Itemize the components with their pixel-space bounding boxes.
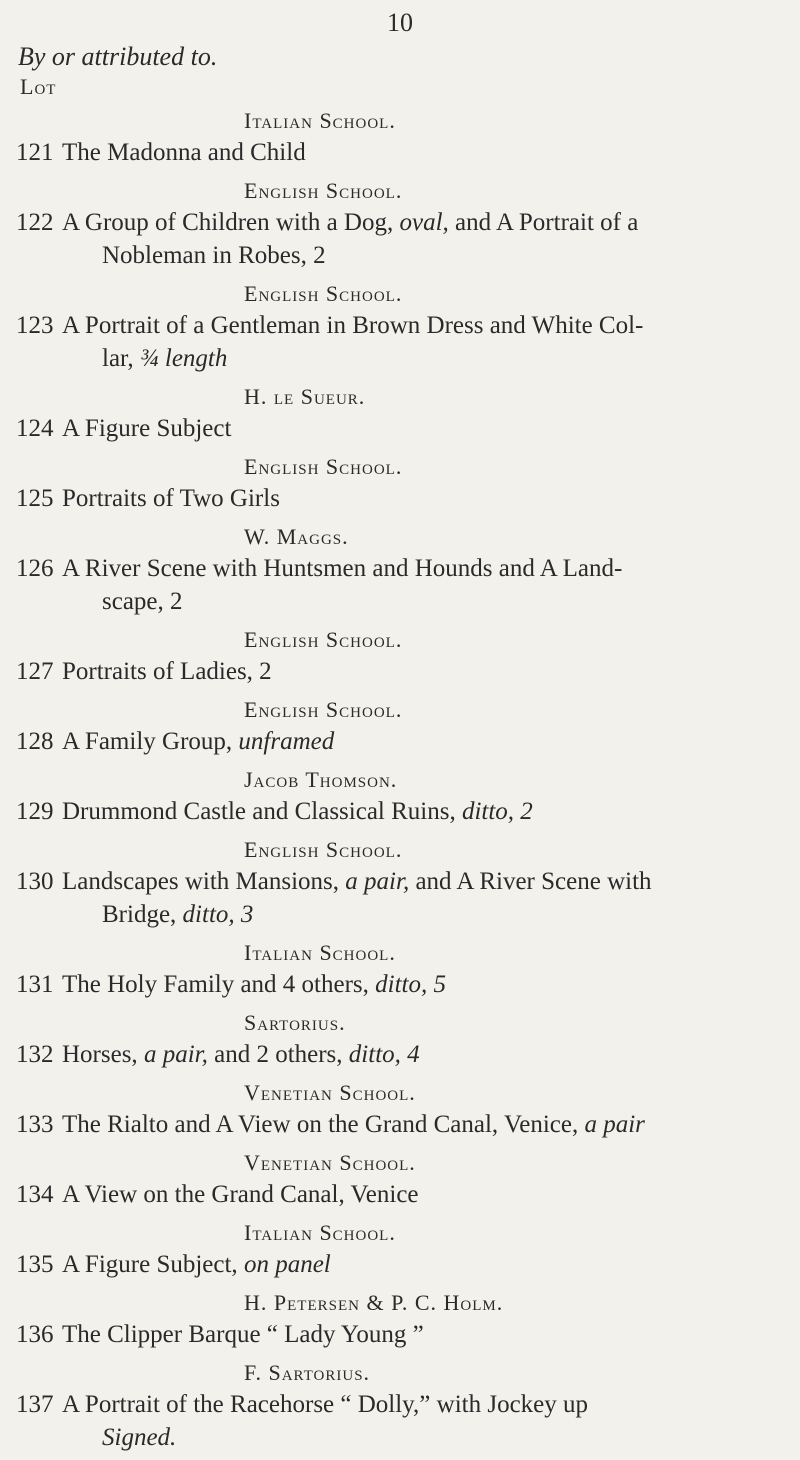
lot-title-line xyxy=(62,412,790,445)
lot-school: Venetian School. xyxy=(244,1080,416,1105)
lot-entry xyxy=(0,521,800,618)
lot-list xyxy=(0,105,800,1460)
lot-description xyxy=(0,309,800,375)
lot-entry xyxy=(0,1357,800,1454)
lot-entry xyxy=(0,1147,800,1211)
lot-title: A View on the Grand Canal, Venice xyxy=(62,1181,419,1208)
lot-description xyxy=(0,136,800,169)
lot-description xyxy=(0,725,800,758)
lot-number: 131 xyxy=(16,971,54,998)
lot-note: Signed. xyxy=(102,1424,177,1451)
lot-title-line xyxy=(62,309,790,342)
lot-note: a pair, xyxy=(345,868,410,895)
lot-description xyxy=(0,1108,800,1141)
lot-number: 125 xyxy=(16,485,54,512)
lot-title: A Family Group, xyxy=(62,728,239,755)
lot-school: Italian School. xyxy=(244,1220,396,1245)
lot-title-line xyxy=(62,1248,790,1281)
lot-title-line xyxy=(62,136,790,169)
lot-entry xyxy=(0,451,800,515)
lot-note: oval, xyxy=(399,209,449,236)
lot-number: 128 xyxy=(16,728,54,755)
lot-entry xyxy=(0,1217,800,1281)
lot-continuation-line xyxy=(62,342,790,375)
lot-school: English School. xyxy=(244,627,403,652)
lot-school: Italian School. xyxy=(244,940,396,965)
lot-entry xyxy=(0,624,800,688)
lot-title: Portraits of Two Girls xyxy=(62,485,280,512)
lot-continuation-line xyxy=(62,898,790,931)
lot-school: Sartorius. xyxy=(244,1010,346,1035)
lot-number: 129 xyxy=(16,798,54,825)
lot-description xyxy=(0,795,800,828)
lot-note: ditto, 3 xyxy=(182,901,254,928)
lot-description xyxy=(0,1388,800,1454)
lot-number: 121 xyxy=(16,139,54,166)
lot-title-cont: scape, 2 xyxy=(102,588,183,615)
lot-title-line xyxy=(62,206,790,239)
lot-school: Italian School. xyxy=(244,108,396,133)
lot-title: A Portrait of a Gentleman in Brown Dress and White Col- xyxy=(62,312,644,339)
lot-number: 137 xyxy=(16,1391,54,1418)
lot-continuation-line xyxy=(62,585,790,618)
lot-number: 135 xyxy=(16,1251,54,1278)
lot-description xyxy=(0,1318,800,1351)
lot-number: 133 xyxy=(16,1111,54,1138)
lot-title-cont: and A Portrait of a xyxy=(448,209,639,236)
lot-title: A River Scene with Huntsmen and Hounds and A Land- xyxy=(62,555,623,582)
lot-number: 134 xyxy=(16,1181,54,1208)
lot-number: 130 xyxy=(16,868,54,895)
lot-title-cont: Bridge, xyxy=(102,901,183,928)
lot-title: Drummond Castle and Classical Ruins, xyxy=(62,798,462,825)
lot-title-line xyxy=(62,968,790,1001)
lot-note: ditto, 5 xyxy=(375,971,446,998)
lot-title-line xyxy=(62,1038,790,1071)
lot-entry xyxy=(0,937,800,1001)
lot-note: ditto, 2 xyxy=(461,798,533,825)
lot-note: a pair, xyxy=(143,1041,208,1068)
lot-title-line xyxy=(62,655,790,688)
lot-continuation-line xyxy=(62,239,790,272)
lot-entry xyxy=(0,764,800,828)
lot-title: Portraits of Ladies, 2 xyxy=(62,658,272,685)
lot-number: 126 xyxy=(16,555,54,582)
lot-title-line xyxy=(62,795,790,828)
lot-title-line xyxy=(62,1388,790,1421)
lot-description xyxy=(0,1178,800,1211)
lot-title-line xyxy=(62,482,790,515)
lot-note: ¾ length xyxy=(139,345,228,372)
lot-entry xyxy=(0,175,800,272)
lot-school: F. Sartorius. xyxy=(244,1360,371,1385)
lot-title: The Holy Family and 4 others, xyxy=(62,971,376,998)
lot-description xyxy=(0,482,800,515)
lot-school: H. Petersen & P. C. Holm. xyxy=(244,1290,504,1315)
lot-number: 132 xyxy=(16,1041,54,1068)
lot-school: W. Maggs. xyxy=(244,524,349,549)
lot-entry xyxy=(0,278,800,375)
lot-title: A Figure Subject, xyxy=(62,1251,244,1278)
lot-title-line xyxy=(62,1318,790,1351)
lot-note: ditto, 4 xyxy=(348,1041,420,1068)
lot-note: a pair xyxy=(584,1111,645,1138)
lot-description xyxy=(0,968,800,1001)
lot-note: on panel xyxy=(243,1251,331,1278)
lot-entry xyxy=(0,1287,800,1351)
lot-description xyxy=(0,655,800,688)
page-number: 10 xyxy=(387,8,413,37)
lot-title: The Madonna and Child xyxy=(62,139,306,166)
lot-title: A Group of Children with a Dog, xyxy=(62,209,400,236)
lot-description xyxy=(0,1038,800,1071)
lot-title-line xyxy=(62,1178,790,1211)
lot-school: English School. xyxy=(244,837,403,862)
section-heading: By or attributed to. xyxy=(18,42,218,71)
lot-description xyxy=(0,206,800,272)
lot-school: English School. xyxy=(244,281,403,306)
lot-column-label: Lot xyxy=(20,74,57,99)
lot-number: 136 xyxy=(16,1321,54,1348)
lot-entry xyxy=(0,834,800,931)
lot-title: A Figure Subject xyxy=(62,415,232,442)
lot-school: Venetian School. xyxy=(244,1150,416,1175)
lot-entry xyxy=(0,105,800,169)
lot-school: English School. xyxy=(244,178,403,203)
lot-title-cont: and 2 others, xyxy=(207,1041,349,1068)
lot-note: unframed xyxy=(238,728,335,755)
lot-title-line xyxy=(62,1108,790,1141)
lot-entry xyxy=(0,1077,800,1141)
lot-entry xyxy=(0,381,800,445)
lot-title-cont: lar, xyxy=(102,345,140,372)
lot-title-line xyxy=(62,865,790,898)
lot-number: 123 xyxy=(16,312,54,339)
lot-number: 122 xyxy=(16,209,54,236)
lot-description xyxy=(0,552,800,618)
lot-description xyxy=(0,865,800,931)
lot-description xyxy=(0,412,800,445)
lot-title: Landscapes with Mansions, xyxy=(62,868,346,895)
lot-description xyxy=(0,1248,800,1281)
lot-number: 127 xyxy=(16,658,54,685)
lot-title-cont: and A River Scene with xyxy=(409,868,652,895)
lot-title-cont: Nobleman in Robes, 2 xyxy=(102,242,326,269)
lot-title: A Portrait of the Racehorse “ Dolly,” with Jockey up xyxy=(62,1391,589,1418)
lot-school: English School. xyxy=(244,697,403,722)
lot-school: H. le Sueur. xyxy=(244,384,366,409)
lot-title: Horses, xyxy=(62,1041,144,1068)
lot-continuation-line xyxy=(62,1421,790,1454)
lot-entry xyxy=(0,1007,800,1071)
lot-school: Jacob Thomson. xyxy=(244,767,398,792)
lot-title: The Rialto and A View on the Grand Canal, Venice, xyxy=(62,1111,585,1138)
lot-title-line xyxy=(62,725,790,758)
lot-school: English School. xyxy=(244,454,403,479)
lot-title-line xyxy=(62,552,790,585)
lot-number: 124 xyxy=(16,415,54,442)
lot-entry xyxy=(0,694,800,758)
lot-title: The Clipper Barque “ Lady Young ” xyxy=(62,1321,424,1348)
